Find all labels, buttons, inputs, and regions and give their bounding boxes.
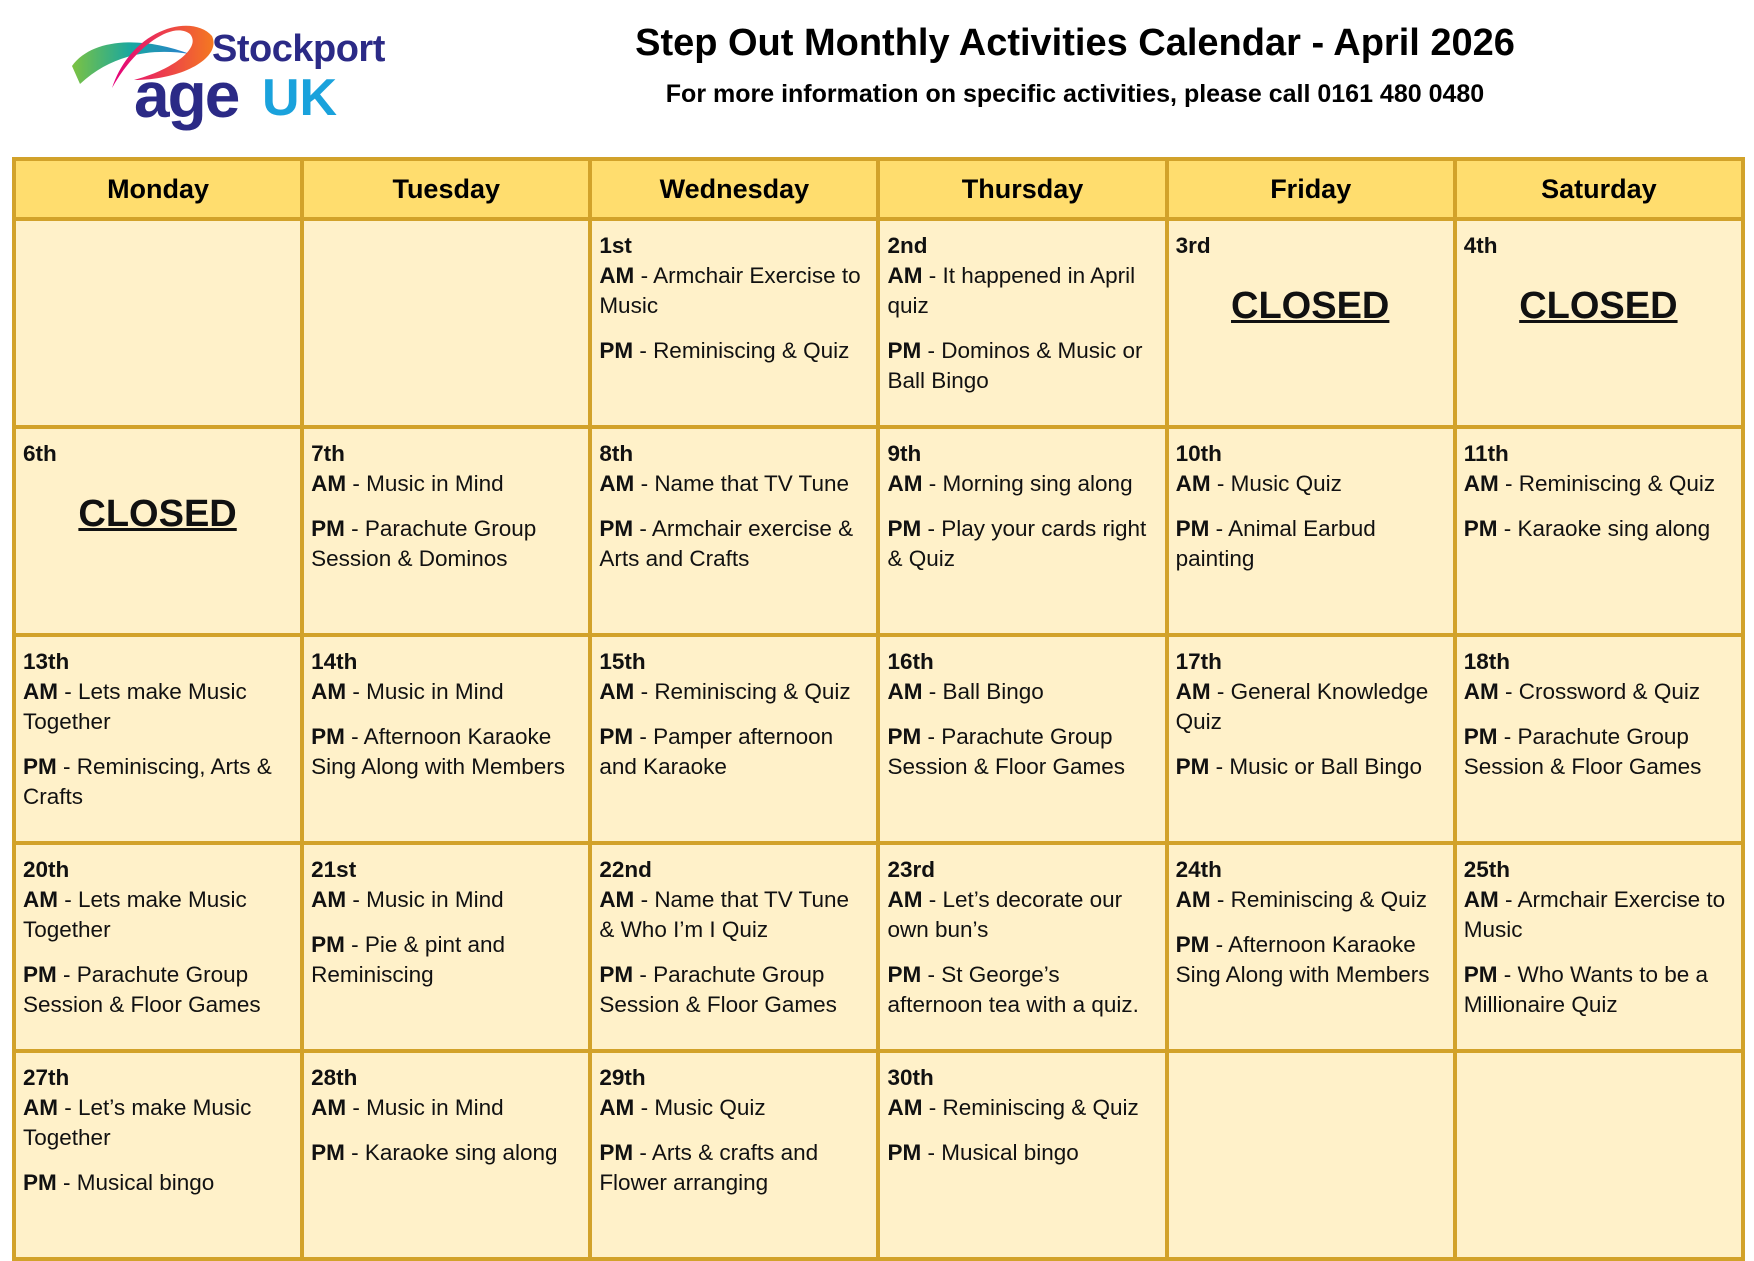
day-cell — [1167, 635, 1455, 843]
day-cell — [14, 843, 302, 1051]
am-activity-text: General Knowledge Quiz — [1175, 679, 1429, 734]
day-cell — [14, 1051, 302, 1259]
am-label: AM — [311, 471, 347, 496]
separator: - — [1498, 679, 1519, 704]
separator: - — [633, 724, 654, 749]
pm-label: PM — [599, 1140, 634, 1165]
date-label: 13th — [23, 649, 70, 674]
age-uk-stockport-logo — [72, 18, 385, 136]
pm-activity — [1464, 960, 1733, 1020]
am-activity-text: Name that TV Tune & Who I’m I Quiz — [599, 887, 850, 942]
calendar-body — [14, 219, 1743, 1259]
am-activity-text: Let’s decorate our own bun’s — [887, 887, 1123, 942]
date-label: 1st — [599, 233, 632, 258]
am-activity-text: Lets make Music Together — [23, 679, 247, 734]
date-label: 11th — [1463, 441, 1509, 466]
am-label: AM — [599, 887, 635, 912]
empty-day-cell — [302, 219, 590, 427]
am-activity — [311, 469, 580, 499]
am-label: AM — [311, 1095, 347, 1120]
am-activity-text: Armchair Exercise to Music — [1463, 887, 1726, 942]
day-cell — [1167, 843, 1455, 1051]
day-cell — [1167, 219, 1455, 427]
pm-activity-text: Dominos & Music or Ball Bingo — [887, 338, 1143, 393]
page-title: Step Out Monthly Activities Calendar - April 2026 — [635, 22, 1515, 64]
separator: - — [922, 1095, 943, 1120]
separator: - — [1210, 679, 1231, 704]
separator: - — [346, 1095, 367, 1120]
pm-label: PM — [1175, 516, 1210, 541]
pm-activity-text: Who Wants to be a Millionaire Quiz — [1463, 962, 1709, 1017]
pm-activity — [1464, 514, 1733, 544]
pm-activity-text: Parachute Group Session & Floor Games — [23, 962, 261, 1017]
separator: - — [634, 887, 655, 912]
am-activity — [599, 469, 868, 499]
am-label: AM — [599, 263, 635, 288]
am-label: AM — [1175, 679, 1211, 704]
date-label: 23rd — [887, 857, 935, 882]
am-activity-text: Music in Mind — [366, 1095, 504, 1120]
calendar-table — [12, 157, 1745, 1261]
am-label: AM — [599, 1095, 635, 1120]
pm-activity-text: Play your cards right & Quiz — [887, 516, 1147, 571]
day-cell — [14, 635, 302, 843]
am-label: AM — [887, 471, 923, 496]
am-activity-text: Morning sing along — [942, 471, 1133, 496]
am-activity-text: Music Quiz — [654, 1095, 766, 1120]
date-label: 21st — [311, 857, 357, 882]
pm-activity-text: Music or Ball Bingo — [1229, 754, 1422, 779]
pm-activity-text: Afternoon Karaoke Sing Along with Members — [1175, 932, 1430, 987]
separator: - — [56, 1170, 77, 1195]
day-cell — [1455, 635, 1743, 843]
pm-activity-text: Karaoke sing along — [1517, 516, 1711, 541]
pm-activity-text: St George’s afternoon tea with a quiz. — [887, 962, 1139, 1017]
am-label: AM — [887, 887, 923, 912]
am-activity — [887, 1093, 1156, 1123]
day-header-thursday: Thursday — [878, 159, 1166, 219]
pm-activity-text: Musical bingo — [941, 1140, 1079, 1165]
am-activity — [23, 885, 292, 945]
am-activity — [599, 885, 868, 945]
am-label: AM — [887, 679, 923, 704]
day-cell — [878, 843, 1166, 1051]
separator: - — [344, 932, 365, 957]
pm-label: PM — [599, 338, 634, 363]
pm-activity — [599, 1138, 868, 1198]
am-label: AM — [1463, 471, 1499, 496]
am-activity — [311, 1093, 580, 1123]
day-header-tuesday: Tuesday — [302, 159, 590, 219]
separator: - — [344, 1140, 365, 1165]
am-activity — [1176, 885, 1445, 915]
day-cell — [302, 427, 590, 635]
am-label: AM — [311, 887, 347, 912]
separator: - — [346, 887, 367, 912]
week-row — [14, 219, 1743, 427]
day-cell — [590, 635, 878, 843]
am-activity-text: Name that TV Tune — [654, 471, 850, 496]
separator: - — [346, 679, 367, 704]
separator: - — [56, 754, 77, 779]
date-label: 22nd — [599, 857, 652, 882]
pm-activity — [23, 752, 292, 812]
pm-label: PM — [311, 516, 345, 541]
date-label: 9th — [887, 441, 922, 466]
pm-label: PM — [887, 338, 922, 363]
separator: - — [633, 338, 654, 363]
pm-activity-text: Parachute Group Session & Floor Games — [1463, 724, 1702, 779]
pm-label: PM — [1175, 932, 1210, 957]
week-row — [14, 843, 1743, 1051]
pm-label: PM — [23, 754, 57, 779]
pm-label: PM — [311, 932, 345, 957]
day-cell — [878, 219, 1166, 427]
am-activity-text: Reminiscing & Quiz — [1230, 887, 1427, 912]
date-label: 8th — [599, 441, 634, 466]
separator: - — [58, 1095, 78, 1120]
pm-label: PM — [23, 962, 57, 987]
am-label: AM — [1175, 887, 1211, 912]
separator: - — [921, 724, 942, 749]
separator: - — [344, 516, 365, 541]
day-header-monday: Monday — [14, 159, 302, 219]
separator: - — [58, 887, 78, 912]
day-cell — [302, 635, 590, 843]
separator: - — [921, 1140, 942, 1165]
separator: - — [1210, 887, 1231, 912]
day-cell — [878, 427, 1166, 635]
pm-activity — [1176, 752, 1445, 782]
am-activity-text: Reminiscing & Quiz — [654, 679, 851, 704]
date-label: 17th — [1175, 649, 1222, 674]
day-header-row — [14, 159, 1743, 219]
pm-activity-text: Afternoon Karaoke Sing Along with Members — [311, 724, 566, 779]
date-label: 3rd — [1175, 233, 1211, 258]
am-label: AM — [599, 471, 635, 496]
pm-activity-text: Karaoke sing along — [364, 1140, 558, 1165]
am-activity — [887, 885, 1156, 945]
separator: - — [344, 724, 364, 749]
am-activity-text: Music in Mind — [366, 679, 504, 704]
am-activity-text: Reminiscing & Quiz — [1518, 471, 1716, 496]
pm-activity — [1176, 930, 1445, 990]
am-activity-text: Armchair Exercise to Music — [599, 263, 861, 318]
empty-day-cell — [1455, 1051, 1743, 1259]
separator: - — [922, 263, 943, 288]
pm-label: PM — [1463, 962, 1498, 987]
day-cell — [14, 427, 302, 635]
day-cell — [590, 219, 878, 427]
am-activity-text: Music Quiz — [1230, 471, 1342, 496]
pm-activity — [599, 722, 868, 782]
am-activity — [887, 677, 1156, 707]
am-activity — [887, 261, 1156, 321]
separator: - — [921, 516, 942, 541]
day-cell — [590, 1051, 878, 1259]
pm-activity — [23, 1168, 292, 1198]
header — [560, 18, 1590, 114]
am-activity-text: Let’s make Music Together — [23, 1095, 252, 1150]
am-activity-text: Lets make Music Together — [23, 887, 247, 942]
pm-activity-text: Parachute Group Session & Floor Games — [599, 962, 837, 1017]
separator: - — [633, 962, 654, 987]
am-activity — [23, 677, 292, 737]
pm-label: PM — [1463, 516, 1498, 541]
date-label: 29th — [599, 1065, 646, 1090]
pm-label: PM — [599, 962, 634, 987]
pm-activity-text: Parachute Group Session & Dominos — [311, 516, 537, 571]
day-cell — [1455, 427, 1743, 635]
separator: - — [1209, 754, 1230, 779]
pm-activity — [887, 336, 1156, 396]
pm-activity — [311, 722, 580, 782]
am-activity-text: Reminiscing & Quiz — [942, 1095, 1139, 1120]
pm-activity — [1464, 722, 1733, 782]
pm-activity — [887, 514, 1156, 574]
pm-activity — [311, 930, 580, 990]
separator: - — [1497, 724, 1518, 749]
am-label: AM — [599, 679, 635, 704]
date-label: 16th — [887, 649, 934, 674]
separator: - — [634, 679, 655, 704]
pm-label: PM — [311, 724, 345, 749]
separator: - — [922, 471, 943, 496]
am-activity — [311, 677, 580, 707]
day-cell — [590, 427, 878, 635]
am-label: AM — [1175, 471, 1211, 496]
am-activity-text: It happened in April quiz — [887, 263, 1136, 318]
am-activity-text: Music in Mind — [366, 887, 504, 912]
am-label: AM — [887, 263, 923, 288]
separator: - — [56, 962, 77, 987]
pm-label: PM — [599, 516, 634, 541]
am-activity — [1176, 677, 1445, 737]
separator: - — [921, 338, 942, 363]
week-row — [14, 427, 1743, 635]
empty-day-cell — [14, 219, 302, 427]
date-label: 6th — [23, 441, 57, 466]
pm-activity-text: Pamper afternoon and Karaoke — [599, 724, 834, 779]
pm-label: PM — [311, 1140, 345, 1165]
am-activity — [1464, 677, 1733, 707]
day-cell — [878, 635, 1166, 843]
pm-activity — [599, 336, 868, 366]
pm-activity-text: Animal Earbud painting — [1175, 516, 1376, 571]
date-label: 20th — [23, 857, 70, 882]
separator: - — [922, 679, 943, 704]
date-label: 10th — [1175, 441, 1222, 466]
date-label: 2nd — [887, 233, 928, 258]
separator: - — [1210, 471, 1231, 496]
day-cell — [1455, 843, 1743, 1051]
pm-activity — [23, 960, 292, 1020]
day-header-friday: Friday — [1167, 159, 1455, 219]
closed-notice: CLOSED — [1231, 285, 1390, 327]
pm-activity-text: Reminiscing, Arts & Crafts — [23, 754, 272, 809]
pm-activity — [887, 960, 1156, 1020]
logo-age-text: age — [134, 59, 239, 131]
date-label: 25th — [1463, 857, 1511, 882]
closed-notice: CLOSED — [1519, 285, 1678, 327]
day-header-wednesday: Wednesday — [590, 159, 878, 219]
pm-activity-text: Pie & pint and Reminiscing — [311, 932, 506, 987]
separator: - — [634, 1095, 655, 1120]
pm-label: PM — [599, 724, 634, 749]
pm-activity — [887, 722, 1156, 782]
separator: - — [922, 887, 943, 912]
pm-activity — [311, 514, 580, 574]
separator: - — [1209, 932, 1229, 957]
separator: - — [921, 962, 942, 987]
closed-notice: CLOSED — [78, 493, 237, 535]
page-subtitle: For more information on specific activities, please call 0161 480 0480 — [665, 80, 1485, 108]
week-row — [14, 635, 1743, 843]
am-label: AM — [23, 1095, 58, 1120]
logo-uk-text: UK — [262, 69, 338, 127]
pm-activity — [311, 1138, 580, 1168]
am-activity — [1464, 885, 1733, 945]
pm-activity — [599, 960, 868, 1020]
date-label: 7th — [311, 441, 345, 466]
pm-activity — [599, 514, 868, 574]
date-label: 28th — [311, 1065, 358, 1090]
date-label: 14th — [311, 649, 358, 674]
pm-activity — [1176, 514, 1445, 574]
separator: - — [58, 679, 78, 704]
day-cell — [878, 1051, 1166, 1259]
pm-label: PM — [887, 1140, 922, 1165]
am-activity-text: Music in Mind — [366, 471, 504, 496]
am-activity-text: Ball Bingo — [942, 679, 1044, 704]
am-activity — [599, 261, 868, 321]
separator: - — [1497, 516, 1518, 541]
am-label: AM — [1463, 679, 1499, 704]
separator: - — [634, 471, 655, 496]
pm-label: PM — [887, 724, 922, 749]
separator: - — [633, 1140, 652, 1165]
date-label: 4th — [1463, 233, 1498, 258]
pm-label: PM — [887, 962, 922, 987]
pm-activity-text: Musical bingo — [76, 1170, 215, 1195]
day-header-saturday: Saturday — [1455, 159, 1743, 219]
logo-stockport-text: Stockport — [212, 28, 385, 70]
am-activity — [1464, 469, 1733, 499]
am-activity — [1176, 469, 1445, 499]
empty-day-cell — [1167, 1051, 1455, 1259]
date-label: 24th — [1175, 857, 1222, 882]
pm-activity-text: Reminiscing & Quiz — [653, 338, 850, 363]
separator: - — [633, 516, 652, 541]
separator: - — [346, 471, 367, 496]
day-cell — [1455, 219, 1743, 427]
separator: - — [634, 263, 654, 288]
am-label: AM — [311, 679, 347, 704]
separator: - — [1498, 471, 1519, 496]
date-label: 15th — [599, 649, 646, 674]
am-label: AM — [23, 887, 58, 912]
am-activity — [23, 1093, 292, 1153]
day-cell — [302, 843, 590, 1051]
pm-label: PM — [1175, 754, 1210, 779]
pm-activity-text: Arts & crafts and Flower arranging — [599, 1140, 819, 1195]
date-label: 30th — [887, 1065, 934, 1090]
date-label: 18th — [1463, 649, 1511, 674]
pm-activity-text: Parachute Group Session & Floor Games — [887, 724, 1126, 779]
pm-label: PM — [1463, 724, 1498, 749]
am-activity — [599, 1093, 868, 1123]
day-cell — [1167, 427, 1455, 635]
am-activity — [887, 469, 1156, 499]
am-activity — [599, 677, 868, 707]
separator: - — [1498, 887, 1518, 912]
day-cell — [590, 843, 878, 1051]
day-cell — [302, 1051, 590, 1259]
am-activity — [311, 885, 580, 915]
pm-label: PM — [887, 516, 922, 541]
pm-label: PM — [23, 1170, 57, 1195]
am-label: AM — [887, 1095, 923, 1120]
week-row — [14, 1051, 1743, 1259]
am-label: AM — [1463, 887, 1499, 912]
am-label: AM — [23, 679, 58, 704]
am-activity-text: Crossword & Quiz — [1518, 679, 1701, 704]
date-label: 27th — [23, 1065, 70, 1090]
pm-activity — [887, 1138, 1156, 1168]
separator: - — [1209, 516, 1229, 541]
pm-activity-text: Armchair exercise & Arts and Crafts — [599, 516, 854, 571]
separator: - — [1497, 962, 1518, 987]
